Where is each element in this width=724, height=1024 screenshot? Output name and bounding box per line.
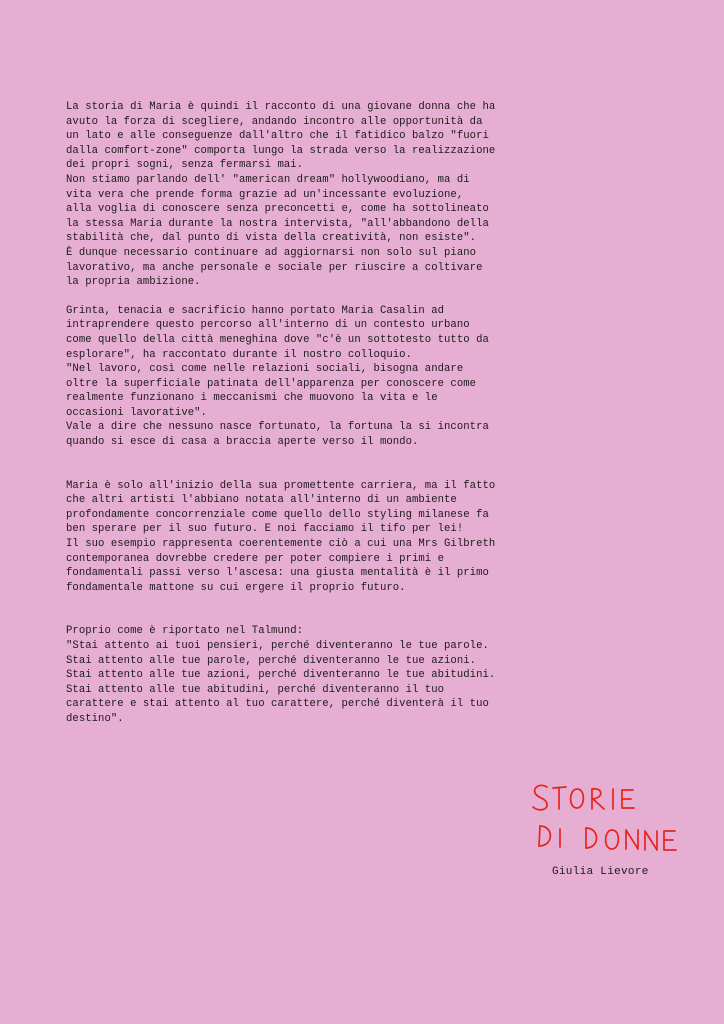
- article-body: [66, 100, 666, 727]
- article-paragraph: Maria è solo all'inizio della sua promettente carriera, ma il fatto che altri artisti l'abbiano notata all'interno di un ambiente profondamente concorrenziale come quello dello styling milanese fa ben sperare per il suo futuro. E noi facciamo il tifo per lei! Il suo esempio rappresenta coerentemente ciò a cui una Mrs Gilbreth contemporanea dovrebbe credere per poter compiere i primi e fondamentali passi verso l'ascesa: una giusta mentalità è il primo fondamentale mattone su cui ergere il proprio futuro.: [66, 479, 496, 594]
- article-paragraph: La storia di Maria è quindi il racconto di una giovane donna che ha avuto la forza di scegliere, andando incontro alle opportunità da un lato e alle conseguenze dall'altro che il fatidico balzo "fuori dalla comfort-zone" comporta lungo la strada verso la realizzazione dei propri sogni, senza fermarsi mai. Non stiamo parlando dell' "american dream" hollywoodiano, ma di vita vera che prende forma grazie ad un'incessante evoluzione, alla voglia di conoscere senza preconcetti e, come ha sottolineato la stessa Maria durante la nostra intervista, "all'abbandono della stabilità che, dal punto di vista della creatività, non esiste". È dunque necessario continuare ad aggiornarsi non solo sul piano lavorativo, ma anche personale e sociale per riuscire a coltivare la propria ambizione.: [66, 101, 496, 289]
- talmud-quote-paragraph: Proprio come è riportato nel Talmund: "Stai attento ai tuoi pensieri, perché diventeranno le tue parole. Stai attento alle tue parole, perché diventeranno le tue azioni. Stai attento alle tue azioni, perché diventeranno le tue abitudini. Stai attento alle tue abitudini, perché diventeranno il tuo carattere e stai attento al tuo carattere, perché diventerà il tuo destino".: [66, 625, 496, 725]
- author-name: Giulia Lievore: [552, 866, 649, 878]
- storie-di-donne-logo: [500, 778, 700, 864]
- column-signature: [500, 778, 700, 888]
- article-paragraph: Grinta, tenacia e sacrificio hanno portato Maria Casalin ad intraprendere questo percorso all'interno di un contesto urbano come quello della città meneghina dove "c'è un sottotesto tutto da esplorare", ha raccontato durante il nostro colloquio. "Nel lavoro, così come nelle relazioni sociali, bisogna andare oltre la superficiale patinata dell'apparenza per conoscere come realmente funzionano i meccanismi che muovono la vita e le occasioni lavorative". Vale a dire che nessuno nasce fortunato, la fortuna la si incontra quando si esce di casa a braccia aperte verso il mondo.: [66, 304, 489, 449]
